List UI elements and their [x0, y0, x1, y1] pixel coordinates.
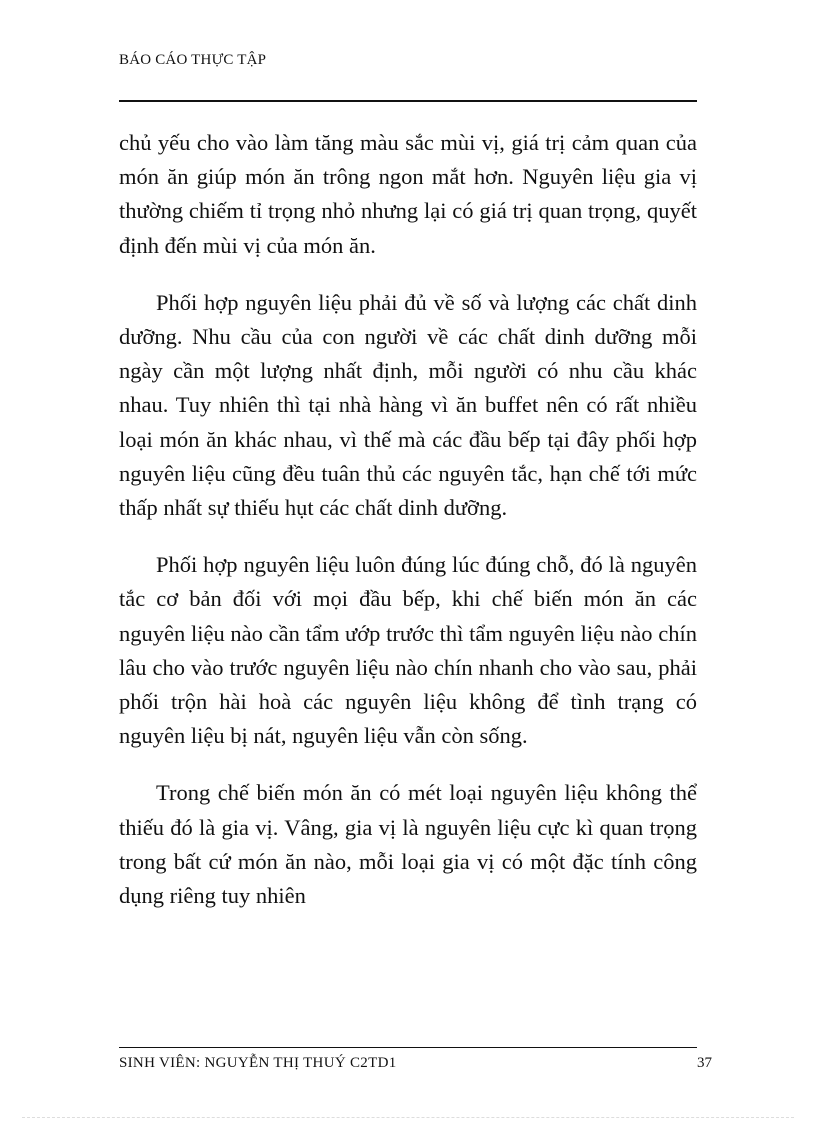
document-body [119, 126, 697, 936]
paragraph-2: Phối hợp nguyên liệu phải đủ về số và lượng các chất dinh dưỡng. Nhu cầu của con người về các chất dinh dưỡng mỗi ngày cần một lượng nhất định, mỗi người có nhu cầu khác nhau. Tuy nhiên thì tại nhà hàng vì ăn buffet nên có rất nhiều loại món ăn khác nhau, vì thế mà các đầu bếp tại đây phối hợp nguyên liệu cũng đều tuân thủ các nguyên tắc, hạn chế tới mức thấp nhất sự thiếu hụt các chất dinh dưỡng. [119, 289, 697, 521]
page-number: 37 [697, 1055, 712, 1071]
header-divider [119, 100, 697, 102]
paragraph-3: Phối hợp nguyên liệu luôn đúng lúc đúng chỗ, đó là nguyên tắc cơ bản đối với mọi đầu bếp, khi chế biến món ăn các nguyên liệu nào cần tẩm ướp trước thì tẩm nguyên liệu nào chín lâu cho vào trước nguyên liệu nào chín nhanh cho vào sau, phải phối trộn hài hoà các nguyên liệu không để tình trạng có nguyên liệu bị nát, nguyên liệu vẫn còn sống. [119, 552, 697, 749]
paragraph-4: Trong chế biến món ăn có mét loại nguyên liệu không thể thiếu đó là gia vị. Vâng, gia vị là nguyên liệu cực kì quan trọng trong bất cứ món ăn nào, mỗi loại gia vị có một đặc tính công dụng riêng tuy nhiên [119, 780, 697, 909]
footer-divider [119, 1047, 697, 1048]
page-header-title: BÁO CÁO THỰC TẬP [119, 52, 267, 68]
page-edge-divider [22, 1117, 794, 1118]
paragraph-1: chủ yếu cho vào làm tăng màu sắc mùi vị, giá trị cảm quan của món ăn giúp món ăn trông ngon mắt hơn. Nguyên liệu gia vị thường chiếm tỉ trọng nhỏ nhưng lại có giá trị quan trọng, quyết định đến mùi vị của món ăn. [119, 130, 697, 258]
footer-student-name: SINH VIÊN: NGUYỄN THỊ THUÝ C2TD1 [119, 1055, 397, 1071]
